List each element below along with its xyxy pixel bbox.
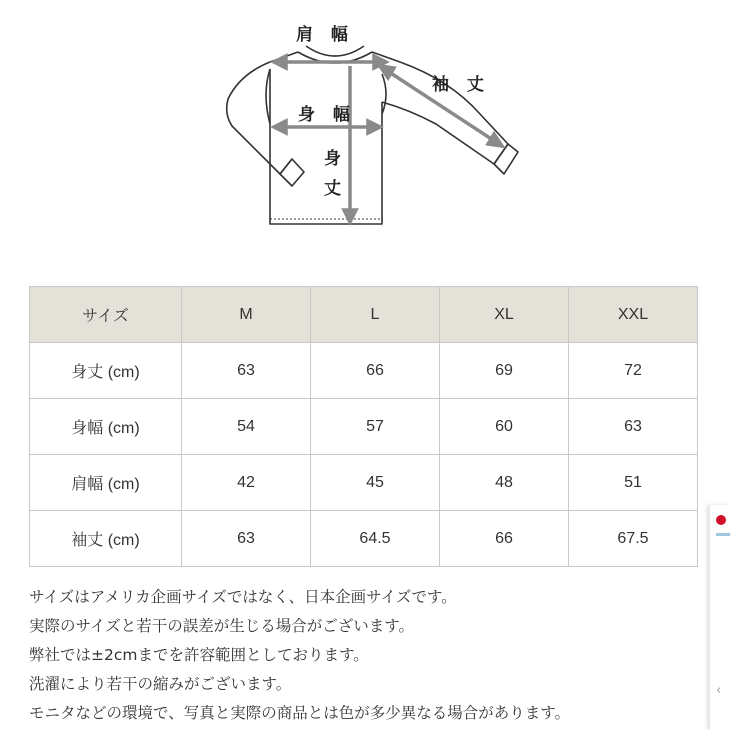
- row-label: 身丈 (cm): [30, 343, 182, 399]
- size-diagram: [210, 14, 520, 234]
- column-header: XXL: [569, 287, 698, 343]
- sleeve-length-label: 袖 丈: [432, 75, 490, 95]
- table-cell: 57: [311, 399, 440, 455]
- table-cell: 54: [182, 399, 311, 455]
- note-line: サイズはアメリカ企画サイズではなく、日本企画サイズです。: [29, 588, 457, 606]
- chevron-left-icon[interactable]: ‹: [716, 683, 722, 698]
- table-cell: 67.5: [569, 511, 698, 567]
- notification-dot-icon: [716, 515, 726, 525]
- table-cell: 42: [182, 455, 311, 511]
- table-row: [30, 455, 698, 511]
- table-cell: 45: [311, 455, 440, 511]
- table-row: [30, 511, 698, 567]
- table-cell: 66: [440, 511, 569, 567]
- divider: [716, 533, 730, 536]
- column-header: サイズ: [30, 287, 182, 343]
- table-row: [30, 399, 698, 455]
- row-label: 袖丈 (cm): [30, 511, 182, 567]
- table-cell: 63: [569, 399, 698, 455]
- long-sleeve-shirt-icon: [210, 14, 520, 234]
- body-width-label: 身 幅: [298, 105, 356, 125]
- shoulder-width-label: 肩 幅: [296, 25, 354, 45]
- table-cell: 63: [182, 511, 311, 567]
- table-header-row: [30, 287, 698, 343]
- table-cell: 64.5: [311, 511, 440, 567]
- column-header: L: [311, 287, 440, 343]
- table-cell: 63: [182, 343, 311, 399]
- row-label: 肩幅 (cm): [30, 455, 182, 511]
- table-cell: 51: [569, 455, 698, 511]
- note-line: 弊社では±2cmまでを許容範囲としております。: [29, 646, 369, 664]
- table-cell: 48: [440, 455, 569, 511]
- note-line: モニタなどの環境で、写真と実際の商品とは色が多少異なる場合があります。: [29, 704, 570, 722]
- row-label: 身幅 (cm): [30, 399, 182, 455]
- table-cell: 69: [440, 343, 569, 399]
- body-length-label-top: 身: [324, 149, 341, 169]
- body-length-label-bottom: 丈: [324, 179, 341, 199]
- table-row: [30, 343, 698, 399]
- note-line: 実際のサイズと若干の誤差が生じる場合がございます。: [29, 617, 415, 635]
- side-floating-widget[interactable]: [709, 505, 730, 730]
- table-cell: 66: [311, 343, 440, 399]
- column-header: M: [182, 287, 311, 343]
- size-table: [29, 286, 698, 567]
- table-cell: 72: [569, 343, 698, 399]
- note-line: 洗濯により若干の縮みがございます。: [29, 675, 292, 693]
- table-cell: 60: [440, 399, 569, 455]
- column-header: XL: [440, 287, 569, 343]
- size-notes: [29, 583, 699, 728]
